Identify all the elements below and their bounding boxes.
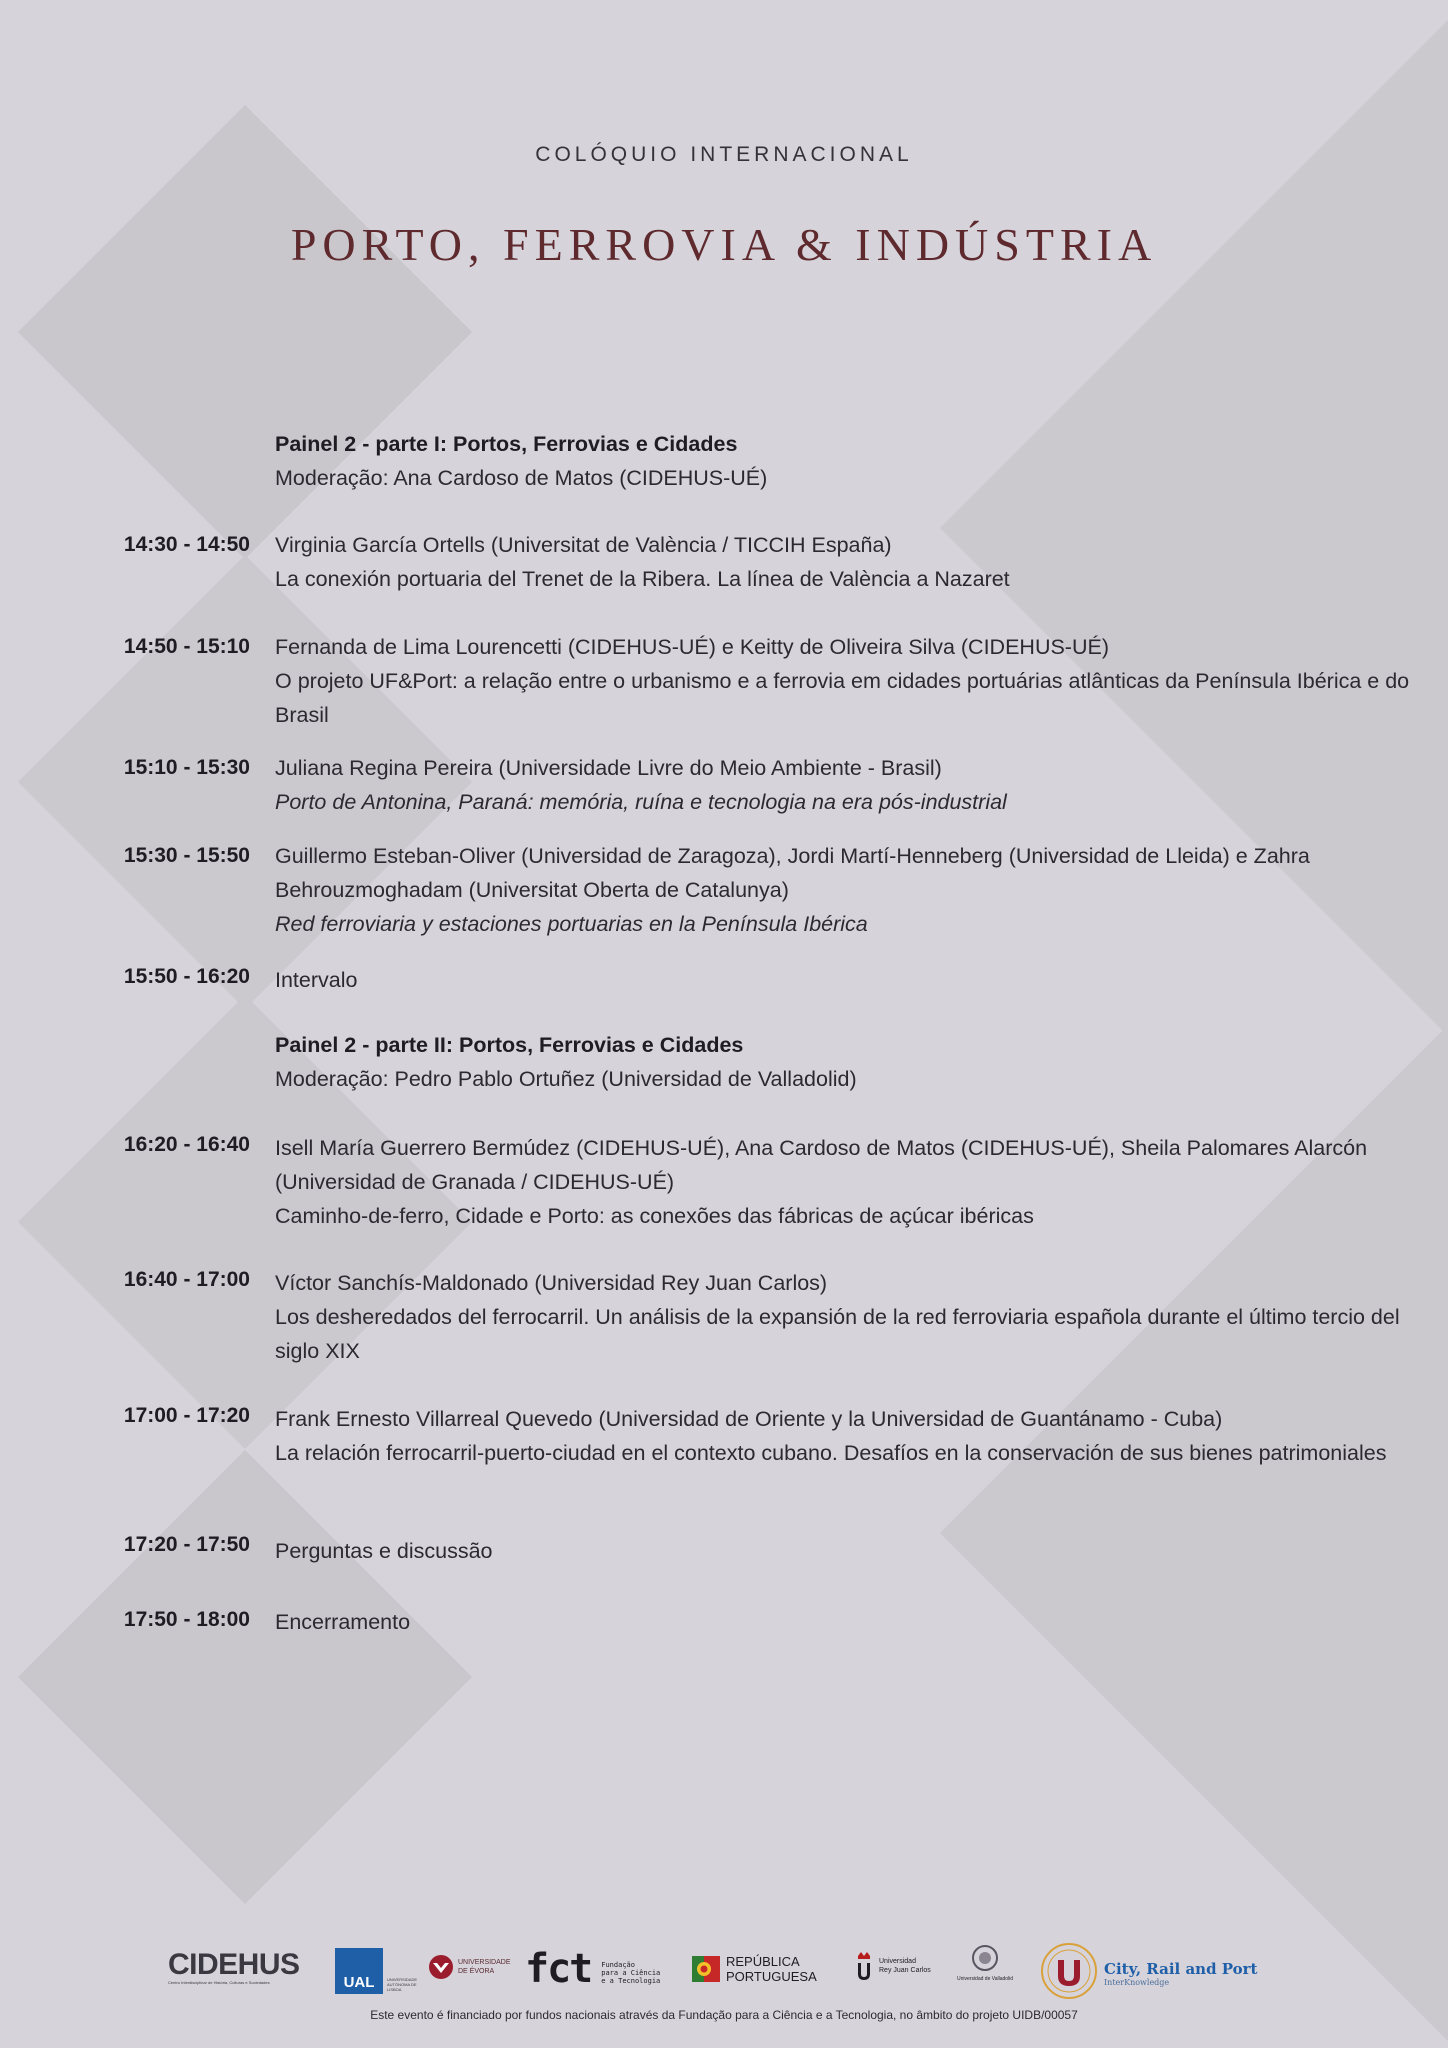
session-talk: La conexión portuaria del Trenet de la Ribera. La línea de València a Nazaret xyxy=(275,567,1010,591)
event-title: PORTO, FERROVIA & INDÚSTRIA xyxy=(290,219,1158,270)
ual-logo xyxy=(335,1948,429,1994)
session-talk: Caminho-de-ferro, Cidade e Porto: as conexões das fábricas de açúcar ibéricas xyxy=(275,1204,1034,1228)
session-speakers: Víctor Sanchís-Maldonado (Universidad Rey Juan Carlos) xyxy=(275,1271,828,1295)
republica-portuguesa-logo xyxy=(692,1952,817,1986)
fct-logo xyxy=(525,1946,660,1992)
cidehus-logo-subtext: Centro Interdisciplinar de História, Culturas e Sociedades xyxy=(168,1980,270,1985)
crp-logo-subtitle: InterKnowledge xyxy=(1104,1978,1170,1987)
portugal-flag-icon xyxy=(692,1952,720,1986)
republica-logo-text: REPÚBLICA xyxy=(726,1954,800,1969)
fct-logo-text: e a Tecnologia xyxy=(601,1977,661,1985)
session-time: 14:50 - 15:10 xyxy=(123,635,250,658)
session-time: 15:10 - 15:30 xyxy=(123,756,250,779)
break-label: Intervalo xyxy=(275,968,358,992)
session-time: 14:30 - 14:50 xyxy=(123,533,250,556)
valladolid-logo xyxy=(957,1944,1013,1983)
evora-logo xyxy=(428,1954,511,1980)
fct-logo-text: para a Ciência xyxy=(601,1969,661,1977)
city-rail-port-logo xyxy=(1040,1942,1258,2000)
session-time: 16:20 - 16:40 xyxy=(123,1133,250,1156)
urjc-logo-text: Rey Juan Carlos xyxy=(879,1967,931,1974)
session-time: 17:00 - 17:20 xyxy=(123,1404,250,1427)
republica-logo-text: PORTUGUESA xyxy=(726,1969,817,1984)
panel-title: Painel 2 - parte I: Portos, Ferrovias e Cidades xyxy=(275,432,738,456)
session-time: 15:50 - 16:20 xyxy=(123,965,250,988)
evora-emblem-icon xyxy=(428,1954,454,1980)
session-speakers: Fernanda de Lima Lourencetti (CIDEHUS-UÉ) e Keitty de Oliveira Silva (CIDEHUS-UÉ) xyxy=(275,635,1109,659)
ual-logo-text: UNIVERSIDADE AUTÓNOMA DE LISBOA xyxy=(387,1976,418,1992)
urjc-logo xyxy=(855,1950,931,1982)
session-talk: Red ferroviaria y estaciones portuarias en la Península Ibérica xyxy=(275,912,868,936)
valladolid-logo-text: Universidad de Valladolid xyxy=(957,1976,1014,1982)
session-time: 17:50 - 18:00 xyxy=(123,1608,250,1631)
granada-seal-icon xyxy=(1040,1942,1098,2000)
session-speakers: Isell María Guerrero Bermúdez (CIDEHUS-UÉ), Ana Cardoso de Matos (CIDEHUS-UÉ), Sheila Palomares Alarcón (Universidad de Granada / CIDEHUS-UÉ) xyxy=(275,1136,1368,1194)
session-speakers: Frank Ernesto Villarreal Quevedo (Universidad de Oriente y la Universidad de Guantánamo - Cuba) xyxy=(275,1407,1223,1431)
panel-moderation: Moderação: Ana Cardoso de Matos (CIDEHUS-UÉ) xyxy=(275,466,768,490)
urjc-crown-icon xyxy=(855,1950,873,1982)
closing-label: Encerramento xyxy=(275,1610,411,1634)
session-talk: La relación ferrocarril-puerto-ciudad en el contexto cubano. Desafíos en la conservación de sus bienes patrimoniales xyxy=(275,1441,1387,1465)
evora-logo-text: UNIVERSIDADE xyxy=(458,1959,511,1966)
crp-logo-title: City, Rail and Port xyxy=(1104,1960,1258,1978)
session-speakers: Guillermo Esteban-Oliver (Universidad de Zaragoza), Jordi Martí-Henneberg (Universidad de Lleida) e Zahra Behrouzmoghadam (Universitat Oberta de Catalunya) xyxy=(275,844,1310,902)
session-time: 16:40 - 17:00 xyxy=(123,1268,250,1291)
session-speakers: Juliana Regina Pereira (Universidade Livre do Meio Ambiente - Brasil) xyxy=(275,756,942,780)
cidehus-logo-text: CIDEHUS xyxy=(168,1948,300,1981)
funding-note: Este evento é financiado por fundos nacionais através da Fundação para a Ciência e a Tecnologia, no âmbito do projeto UIDB/00057 xyxy=(370,2008,1078,2022)
session-talk: O projeto UF&Port: a relação entre o urbanismo e a ferrovia em cidades portuárias atlânticas da Península Ibérica e do Brasil xyxy=(275,669,1410,727)
session-talk: Los desheredados del ferrocarril. Un análisis de la expansión de la red ferroviaria española durante el último tercio del siglo XIX xyxy=(275,1305,1400,1363)
discussion-label: Perguntas e discussão xyxy=(275,1539,493,1563)
session-time: 17:20 - 17:50 xyxy=(123,1533,250,1556)
fct-logo-text: Fundação xyxy=(601,1961,635,1969)
ual-logo-mark: UAL xyxy=(335,1948,383,1994)
session-talk: Porto de Antonina, Paraná: memória, ruína e tecnologia na era pós-industrial xyxy=(275,790,1007,814)
fct-logo-mark: fct xyxy=(525,1946,592,1992)
event-type: COLÓQUIO INTERNACIONAL xyxy=(535,143,913,166)
urjc-logo-text: Universidad xyxy=(879,1958,916,1965)
evora-logo-text: DE ÉVORA xyxy=(458,1968,495,1975)
panel-title: Painel 2 - parte II: Portos, Ferrovias e Cidades xyxy=(275,1033,744,1057)
sponsor-logos xyxy=(160,1942,1300,2002)
cidehus-logo xyxy=(168,1950,300,1986)
panel-moderation: Moderação: Pedro Pablo Ortuñez (Universidad de Valladolid) xyxy=(275,1067,857,1091)
session-time: 15:30 - 15:50 xyxy=(123,844,250,867)
session-speakers: Virginia García Ortells (Universitat de València / TICCIH España) xyxy=(275,533,892,557)
valladolid-seal-icon xyxy=(971,1944,999,1972)
